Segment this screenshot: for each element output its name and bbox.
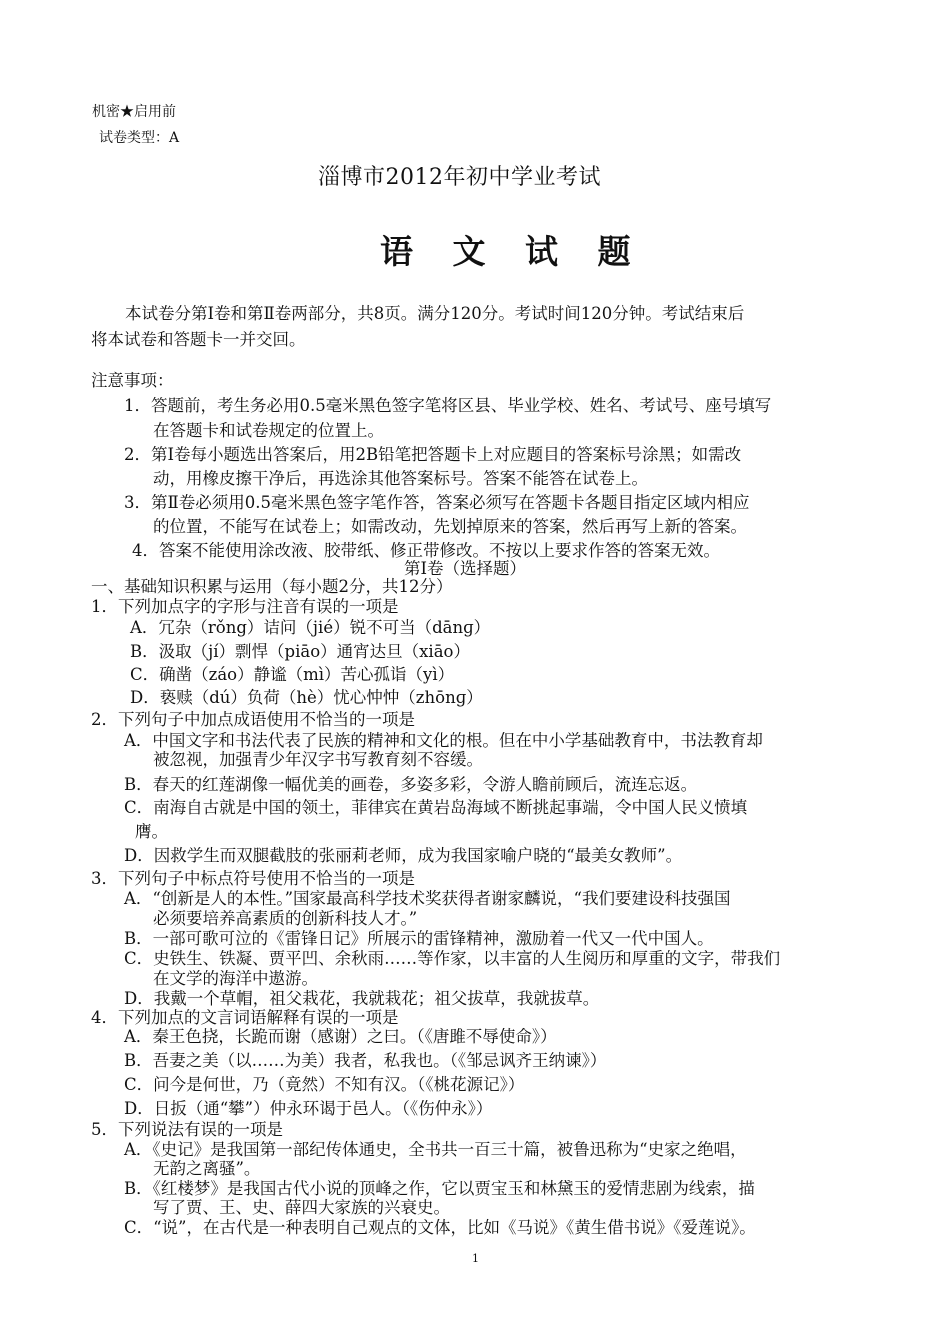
question-4-option-b: B．吾妻之美（以……为美）我者，私我也。（《邹忌讽齐王纳谏》） — [124, 1051, 607, 1070]
note-1-line-2: 在答题卡和试卷规定的位置上。 — [153, 421, 384, 440]
confidential-label: 机密★启用前 — [92, 104, 176, 120]
question-2-stem: 2．下列句子中加点成语使用不恰当的一项是 — [91, 710, 415, 729]
notes-heading: 注意事项： — [91, 371, 174, 390]
question-4-option-a: A．秦王色挠，长跪而谢（感谢）之曰。（《唐雎不辱使命》） — [124, 1027, 557, 1046]
question-2-option-a-line-1: A．中国文字和书法代表了民族的精神和文化的根。但在中小学基础教育中，书法教育却 — [124, 731, 763, 750]
paper-type-label: 试卷类型：A — [99, 130, 180, 146]
question-2-option-c-line-2: 膺。 — [135, 822, 168, 841]
intro-line-2: 将本试卷和答题卡一并交回。 — [91, 330, 306, 349]
question-3-option-d: D．我戴一个草帽，祖父栽花，我就栽花；祖父拔草，我就拔草。 — [124, 989, 600, 1008]
question-4-option-c: C．问今是何世，乃（竟然）不知有汉。（《桃花源记》） — [124, 1075, 525, 1094]
question-2-option-d: D．因救学生而双腿截肢的张丽莉老师，成为我国家喻户晓的“最美女教师”。 — [124, 846, 683, 865]
question-5-option-b-line-2: 写了贾、王、史、薛四大家族的兴衰史。 — [153, 1198, 450, 1217]
page-number: 1 — [472, 1252, 479, 1265]
question-1-stem: 1．下列加点字的字形与注音有误的一项是 — [91, 597, 399, 616]
note-1-line-1: 1．答题前，考生务必用0.5毫米黑色签字笔将区县、毕业学校、姓名、考试号、座号填写 — [124, 396, 772, 415]
question-1-option-a: A．冗杂（rǒng）诘问（jié）锐不可当（dānɡ） — [130, 618, 491, 637]
question-2-option-a-line-2: 被忽视，加强青少年汉字书写教育刻不容缓。 — [153, 750, 483, 769]
section1-heading: 一、基础知识积累与运用（每小题2分，共12分） — [91, 577, 453, 596]
question-4-stem: 4．下列加点的文言词语解释有误的一项是 — [91, 1008, 399, 1027]
question-3-option-a-line-1: A．“创新是人的本性。”国家最高科学技术奖获得者谢家麟说，“我们要建设科技强国 — [124, 889, 731, 908]
intro-line-1: 本试卷分第Ⅰ卷和第Ⅱ卷两部分，共8页。满分120分。考试时间120分钟。考试结束后 — [125, 304, 745, 323]
question-4-option-d: D．日扳（通“攀”）仲永环谒于邑人。（《伤仲永》） — [124, 1099, 493, 1118]
exam-title: 淄博市2012年初中学业考试 — [318, 165, 601, 190]
question-3-stem: 3．下列句子中标点符号使用不恰当的一项是 — [91, 869, 415, 888]
part1-title: 第Ⅰ卷（选择题） — [404, 559, 527, 578]
note-2-line-1: 2．第Ⅰ卷每小题选出答案后，用2B铅笔把答题卡上对应题目的答案标号涂黑；如需改 — [124, 445, 742, 464]
note-2-line-2: 动，用橡皮擦干净后，再选涂其他答案标号。答案不能答在试卷上。 — [153, 469, 648, 488]
question-1-option-b: B．汲取（jí）剽悍（piāo）通宵达旦（xiāo） — [130, 642, 470, 661]
question-5-option-a-line-1: A．《史记》是我国第一部纪传体通史，全书共一百三十篇，被鲁迅称为“史家之绝唱， — [124, 1140, 747, 1159]
question-3-option-a-line-2: 必须要培养高素质的创新科技人才。” — [153, 909, 418, 928]
question-3-option-c-line-1: C．史铁生、铁凝、贾平凹、余秋雨……等作家，以丰富的人生阅历和厚重的文字，带我们 — [124, 949, 781, 968]
note-3-line-1: 3．第Ⅱ卷必须用0.5毫米黑色签字笔作答，答案必须写在答题卡各题目指定区域内相应 — [124, 493, 750, 512]
note-4: 4．答案不能使用涂改液、胶带纸、修正带修改。不按以上要求作答的答案无效。 — [132, 541, 720, 560]
question-3-option-b: B．一部可歌可泣的《雷锋日记》所展示的雷锋精神，激励着一代又一代中国人。 — [124, 929, 714, 948]
question-5-option-a-line-2: 无韵之离骚”。 — [153, 1159, 261, 1178]
question-5-option-b-line-1: B．《红楼梦》是我国古代小说的顶峰之作，它以贾宝玉和林黛玉的爱情悲剧为线索，描 — [124, 1179, 755, 1198]
question-3-option-c-line-2: 在文学的海洋中遨游。 — [153, 969, 318, 988]
question-1-option-d: D．亵赎（dú）负荷（hè）忧心忡忡（zhōnɡ） — [130, 688, 483, 707]
subject-title: 语 文 试 题 — [380, 232, 645, 271]
note-3-line-2: 的位置，不能写在试卷上；如需改动，先划掉原来的答案，然后再写上新的答案。 — [153, 517, 747, 536]
question-5-stem: 5．下列说法有误的一项是 — [91, 1120, 283, 1139]
question-2-option-b: B．春天的红莲湖像一幅优美的画卷，多姿多彩，令游人瞻前顾后，流连忘返。 — [124, 775, 698, 794]
question-1-option-c: C．确凿（záo）静谧（mì）苦心孤诣（yì） — [130, 665, 455, 684]
question-5-option-c: C．“说”，在古代是一种表明自己观点的文体，比如《马说》《黄生借书说》《爱莲说》。 — [124, 1218, 756, 1237]
question-2-option-c-line-1: C．南海自古就是中国的领土，菲律宾在黄岩岛海域不断挑起事端，令中国人民义愤填 — [124, 798, 748, 817]
